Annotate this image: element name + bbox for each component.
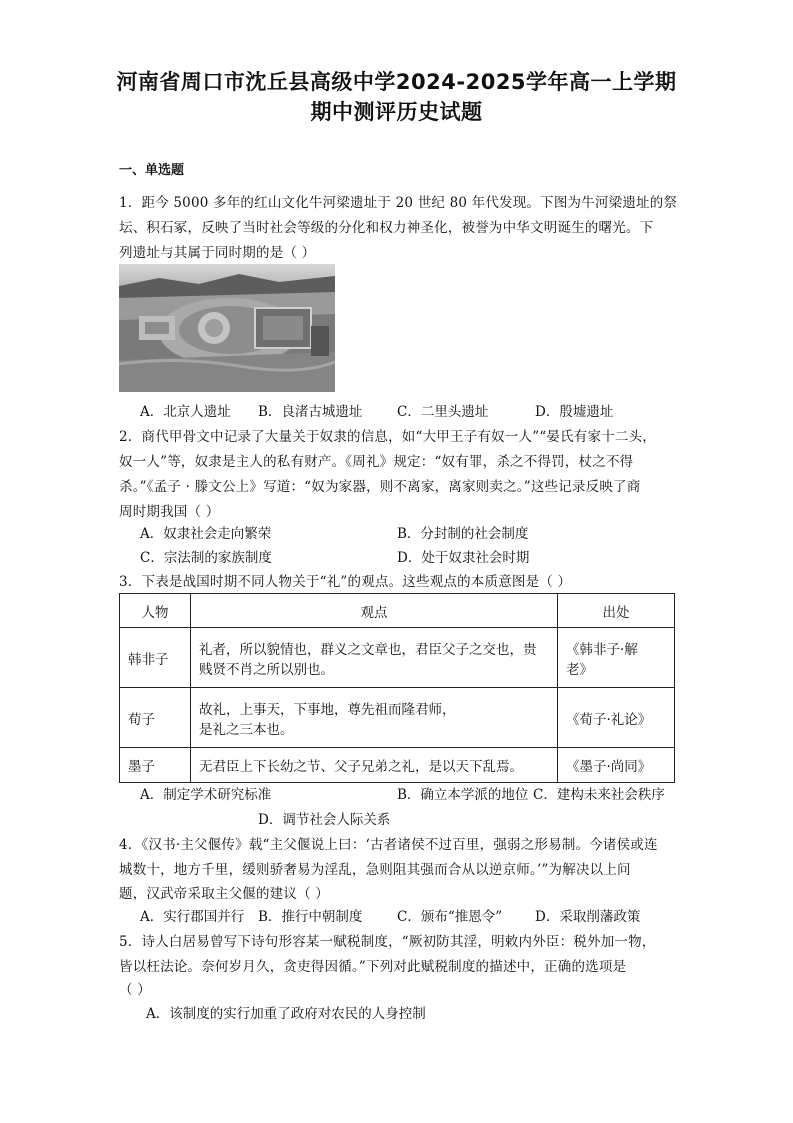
niuheliang-site-photo — [119, 264, 335, 392]
table-cell-person: 荀子 — [120, 688, 191, 748]
q5-stem-line: （ ） — [119, 982, 151, 998]
q2-option-c[interactable]: C．宗法制的家族制度 — [140, 550, 272, 566]
section-heading: 一、单选题 — [119, 163, 185, 178]
table-cell-source — [558, 628, 675, 688]
table-cell-view — [191, 688, 558, 748]
source-line: 老》 — [566, 661, 593, 678]
viewpoints-table — [119, 593, 675, 783]
q4-stem-line: 城数十，地方千里，缓则骄奢易为淫乱，急则阻其强而合从以逆京师。’”为解决以上问 — [119, 862, 631, 878]
q3-option-b[interactable]: B．确立本学派的地位 — [397, 787, 529, 803]
table-cell-person: 韩非子 — [120, 628, 191, 688]
table-row — [120, 628, 675, 688]
q2-stem-line: 2．商代甲骨文中记录了大量关于奴隶的信息，如“大甲王子有奴一人”“晏氏有家十二头， — [119, 429, 656, 445]
table-header-view: 观点 — [191, 594, 558, 628]
table-cell-source: 《墨子·尚同》 — [558, 748, 675, 783]
table-cell-view — [191, 628, 558, 688]
source-line: 《韩非子·解 — [566, 641, 638, 658]
q1-stem-line: 1．距今 5000 多年的红山文化牛河梁遗址于 20 世纪 80 年代发现。下图为牛河梁遗址的祭 — [119, 195, 678, 211]
q2-stem-line: 周时期我国（ ） — [119, 504, 220, 520]
q2-stem-line: 奴一人”等，奴隶是主人的私有财产。《周礼》规定：“奴有罪，杀之不得罚，杖之不得 — [119, 454, 634, 470]
table-cell-source: 《荀子·礼论》 — [558, 688, 675, 748]
table-header-row — [120, 594, 675, 628]
q2-option-a[interactable]: A．奴隶社会走向繁荣 — [140, 526, 272, 542]
q2-stem-line: 杀。”《孟子 · 滕文公上》写道：“奴为家器，则不离家，离家则卖之。”这些记录反映了商 — [119, 479, 641, 495]
q2-option-d[interactable]: D．处于奴隶社会时期 — [397, 550, 530, 566]
table-header-person: 人物 — [120, 594, 191, 628]
q4-option-a[interactable]: A．实行郡国并行 — [140, 909, 245, 925]
table-row — [120, 688, 675, 748]
table-header-source: 出处 — [558, 594, 675, 628]
q5-stem-line: 皆以枉法论。奈何岁月久，贪吏得因循。”下列对此赋税制度的描述中，正确的选项是 — [119, 959, 627, 975]
q1-stem-line: 列遗址与其属于同时期的是（ ） — [119, 245, 316, 261]
table-row — [120, 748, 675, 783]
page-title: 河南省周口市沈丘县高级中学2024-2025学年高一上学期 — [116, 70, 677, 94]
q1-stem-line: 坛、积石冢，反映了当时社会等级的分化和权力神圣化，被誉为中华文明诞生的曙光。下 — [119, 220, 654, 236]
view-line: 贱贤不肖之所以别也。 — [199, 661, 334, 678]
q1-option-c[interactable]: C．二里头遗址 — [397, 404, 489, 420]
table-cell-view: 无君臣上下长幼之节、父子兄弟之礼，是以天下乱焉。 — [191, 748, 558, 783]
q4-option-d[interactable]: D．采取削藩政策 — [535, 909, 641, 925]
q3-option-a[interactable]: A．制定学术研究标准 — [140, 787, 272, 803]
q4-option-c[interactable]: C．颁布“推恩令” — [397, 909, 503, 925]
view-line: 礼者，所以貌情也，群义之文章也，君臣父子之交也，贵 — [199, 641, 537, 658]
q2-option-b[interactable]: B．分封制的社会制度 — [397, 526, 529, 542]
q3-option-d[interactable]: D．调节社会人际关系 — [258, 812, 391, 828]
q1-option-a[interactable]: A．北京人遗址 — [140, 404, 231, 420]
view-line: 故礼，上事天，下事地，尊先祖而隆君师， — [199, 701, 456, 718]
q3-stem: 3．下表是战国时期不同人物关于“礼”的观点。这些观点的本质意图是（ ） — [119, 574, 572, 590]
q1-option-d[interactable]: D．殷墟遗址 — [535, 404, 614, 420]
q5-stem-line: 5．诗人白居易曾写下诗句形容某一赋税制度，“厥初防其淫，明敕内外臣：税外加一物， — [119, 934, 656, 950]
q5-option-a[interactable]: A．该制度的实行加重了政府对农民的人身控制 — [146, 1006, 426, 1022]
table-cell-person: 墨子 — [120, 748, 191, 783]
q4-stem-line: 4．《汉书·主父偃传》载“主父偃说上曰：‘古者诸侯不过百里，强弱之形易制。今诸侯或连 — [119, 837, 658, 853]
page-subtitle: 期中测评历史试题 — [310, 100, 483, 124]
view-line: 是礼之三本也。 — [199, 721, 294, 738]
q1-option-b[interactable]: B．良渚古城遗址 — [258, 404, 363, 420]
q4-stem-line: 题，汉武帝采取主父偃的建议（ ） — [119, 886, 329, 902]
q3-option-c[interactable]: C．建构未来社会秩序 — [533, 787, 665, 803]
q4-option-b[interactable]: B．推行中朝制度 — [258, 909, 363, 925]
